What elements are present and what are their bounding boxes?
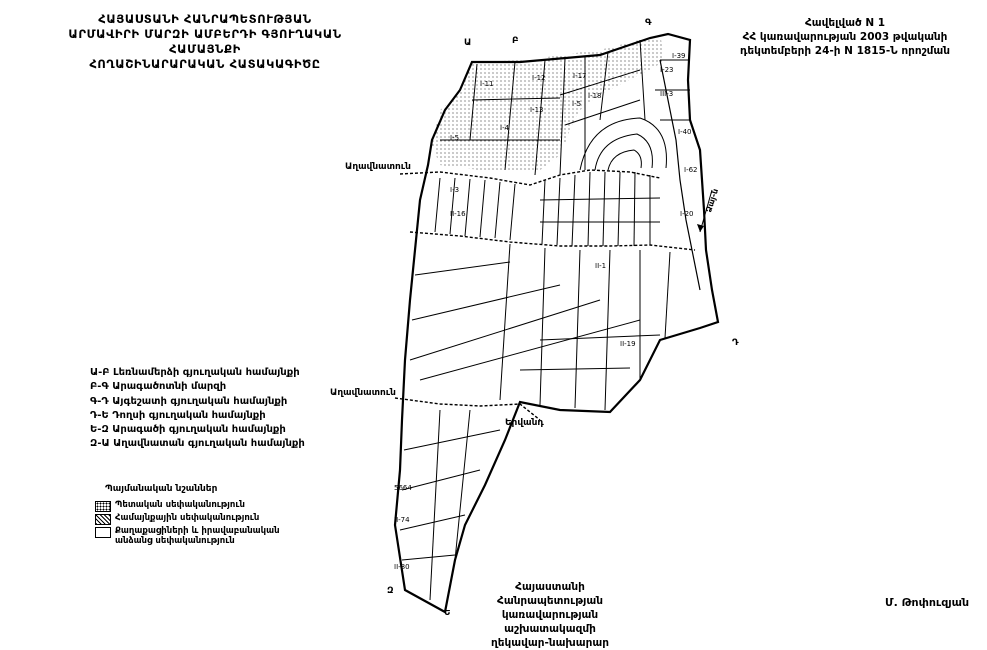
parcel-label: I-3: [450, 186, 460, 194]
state-land-area: [432, 35, 665, 170]
signature-line-1: Հայաստանի Հանրապետության: [497, 581, 603, 607]
parcel-label: II-19: [620, 340, 636, 348]
parcel-label: I-39: [672, 52, 686, 60]
parcel-label: I-5: [450, 134, 460, 142]
boundary-item: Գ-Դ Այգեշատի գյուղական համայնքի: [90, 395, 288, 407]
arrow-head: [697, 224, 704, 232]
corner-label-b: Բ: [512, 36, 519, 46]
road-label-aghavnatun-south: Աղավնատուն: [330, 388, 396, 398]
boundary-item: Բ-Գ Արագածոտնի մարզի: [90, 381, 227, 393]
parcel-strips: [435, 172, 660, 246]
boundary-item: Ա-Բ Լեռնամերձի գյուղական համայնքի: [90, 367, 300, 378]
dots-swatch-icon: [95, 501, 111, 512]
road-label-aghavnatun-north: Աղավնատուն: [345, 162, 411, 172]
legend-item-community: [95, 513, 259, 525]
legend-item-private: [95, 526, 305, 546]
annex-line-3: դեկտեմբերի 24-ի N 1815-Ն որոշման: [739, 45, 951, 57]
parcel-label: I-40: [678, 128, 692, 136]
parcel-label: I-13: [530, 106, 544, 114]
white-swatch-icon: [95, 527, 111, 538]
corner-label-e: Ե: [444, 608, 451, 618]
title-line-2: ԱՐՄԱՎԻՐԻ ՄԱՐԶԻ ԱՄԲԵՐԴԻ ԳՅՈՒՂԱԿԱՆ ՀԱՄԱՅՆՔԻ: [68, 27, 342, 56]
signer-name: Մ. Թոփուզյան: [885, 596, 970, 609]
parcel-label: I-20: [680, 210, 694, 218]
boundary-item: Ե-Զ Արագածի գյուղական համայնքի: [90, 424, 286, 436]
hatch-swatch-icon: [95, 514, 111, 525]
parcel-label: II-16: [450, 210, 466, 218]
arc-road-3: [608, 150, 641, 170]
signature-block: [475, 580, 625, 650]
parcel-label: II-74: [394, 516, 410, 524]
parcel-label: III-3: [660, 90, 674, 98]
legend-label: Պետական սեփականություն: [115, 500, 245, 510]
boundary-item: Դ-Ե Դողսի գյուղական համայնքի: [90, 409, 266, 421]
parcel-label: I-18: [588, 92, 602, 100]
corner-label-z: Զ: [387, 586, 394, 596]
parcel-label: I-62: [684, 166, 698, 174]
parcel-label: 5664: [394, 484, 412, 492]
road-label-yeghvard: Երվանդ: [505, 418, 544, 428]
parcel-label: I-17: [573, 72, 587, 80]
legend-item-state: [95, 500, 245, 512]
parcel-label: I-4: [500, 124, 510, 132]
title-line-3: ՀՈՂԱՇԻՆԱՐԱՐԱԿԱՆ ՀԱՏԱԿԱԳԻԾԸ: [89, 57, 321, 71]
road-north: [400, 170, 660, 185]
parcel-label: I-11: [480, 80, 494, 88]
annex-line-2: ՀՀ կառավարության 2003 թվականի: [742, 31, 948, 43]
parcel-label: II-80: [394, 563, 410, 571]
legend-label: Քաղաքացիների և իրավաբանական անձանց սեփականություն: [115, 526, 280, 546]
legend-title: Պայմանական նշաններ: [105, 484, 218, 494]
arc-road-1: [580, 118, 666, 170]
parcel-label: II-1: [595, 262, 607, 270]
boundary-list: [90, 366, 305, 452]
road-label-east: Ձայ-ն: [704, 187, 721, 214]
title-line-1: ՀԱՅԱՍՏԱՆԻ ՀԱՆՐԱՊԵՏՈՒԹՅԱՆ: [98, 12, 312, 26]
corner-label-g: Գ: [645, 18, 652, 28]
corner-label-d: Դ: [732, 338, 739, 348]
signature-line-3: ղեկավար-նախարար: [491, 637, 609, 649]
corner-label-a: Ա: [464, 38, 472, 48]
boundary-item: Զ-Ա Աղավնատան գյուղական համայնքի: [90, 438, 305, 450]
parcel-label: I-23: [660, 66, 674, 74]
legend-label: Համայնքային սեփականություն: [115, 513, 260, 523]
parcel-label: I-5: [572, 100, 582, 108]
annex-line-1: Հավելված N 1: [804, 17, 886, 29]
signature-line-2: կառավարության աշխատակազմի: [501, 609, 599, 635]
parcel-label: I-12: [532, 74, 546, 82]
road-middle: [410, 232, 695, 250]
